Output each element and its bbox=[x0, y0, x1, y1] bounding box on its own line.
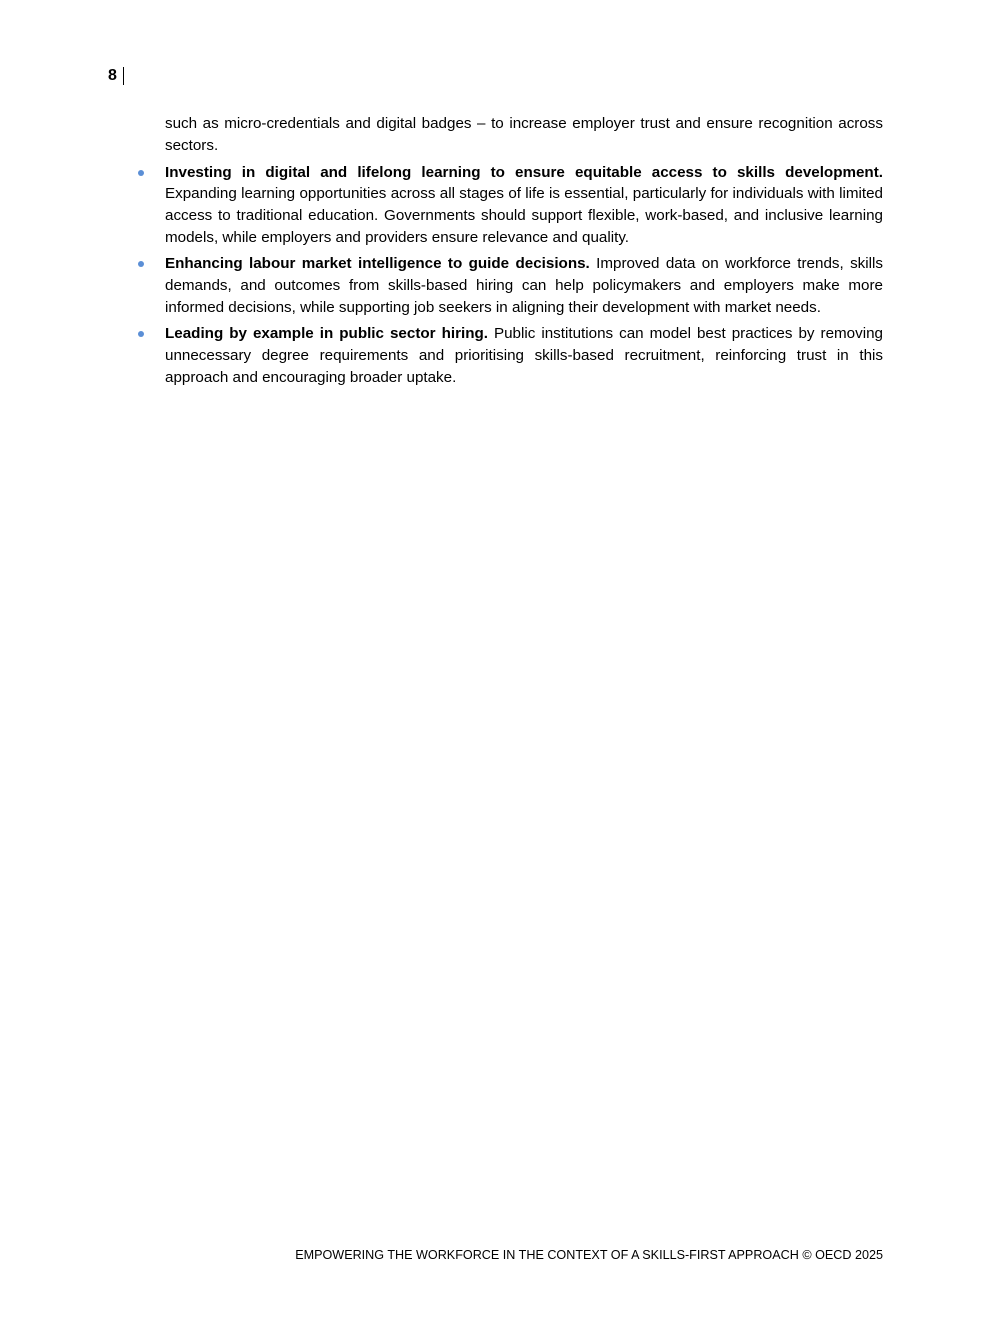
page-footer: EMPOWERING THE WORKFORCE IN THE CONTEXT OF A SKILLS-FIRST APPROACH © OECD 2025 bbox=[295, 1248, 883, 1262]
list-item bbox=[165, 253, 883, 318]
bullet-lead: Investing in digital and lifelong learning to ensure equitable access to skills development. bbox=[165, 163, 883, 181]
main-content bbox=[165, 113, 883, 393]
bullet-dot-icon bbox=[138, 170, 144, 176]
page-header bbox=[108, 65, 124, 87]
bullet-body: Public institutions can model best practices by removing unnecessary degree requirements and prioritising skills-based recruitment, reinforcing trust in this approach and encouraging broader uptake. bbox=[165, 325, 883, 386]
list-item bbox=[165, 162, 883, 249]
bullet-lead: Enhancing labour market intelligence to guide decisions. bbox=[165, 255, 597, 273]
bullet-body: Improved data on workforce trends, skills demands, and outcomes from skills-based hiring can help policymakers and employers make more informed decisions, while supporting job seekers in aligning their development with market needs. bbox=[165, 255, 883, 316]
bullet-dot-icon bbox=[138, 331, 144, 337]
list-item bbox=[165, 323, 883, 388]
continuation-paragraph: such as micro-credentials and digital badges – to increase employer trust and ensure recognition across sectors. bbox=[165, 115, 883, 154]
bullet-list bbox=[165, 162, 883, 389]
page-number: 8 bbox=[108, 67, 117, 84]
bullet-lead: Leading by example in public sector hiring. bbox=[165, 325, 494, 343]
header-divider bbox=[123, 67, 124, 85]
bullet-dot-icon bbox=[138, 261, 144, 267]
bullet-body: Expanding learning opportunities across all stages of life is essential, particularly for individuals with limited access to traditional education. Governments should support flexible, work-based, and inclusive learning models, while employers and providers ensure relevance and quality. bbox=[165, 185, 883, 246]
